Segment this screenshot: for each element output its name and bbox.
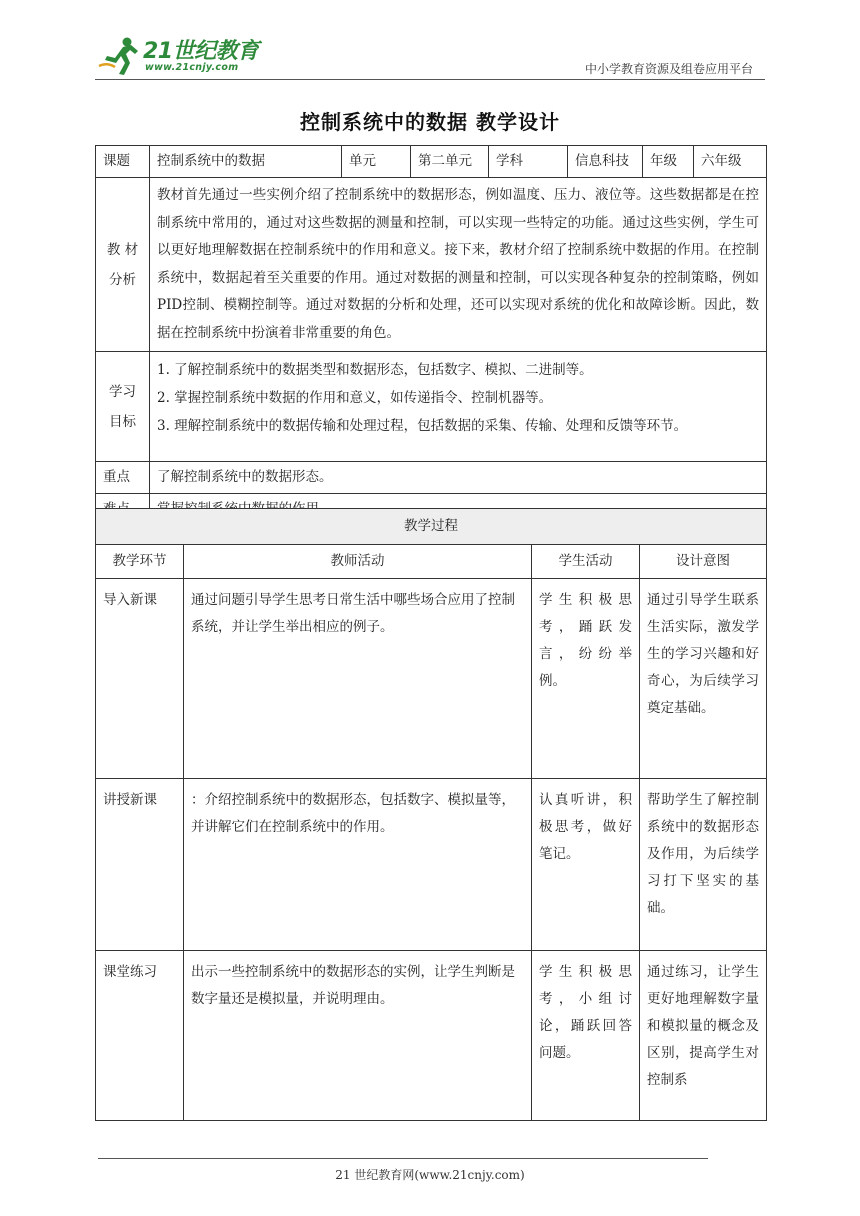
grade-value: 六年级 (694, 146, 767, 178)
teacher-activity-cell: 出示一些控制系统中的数据形态的实例，让学生判断是数字量还是模拟量，并说明理由。 (184, 951, 532, 1121)
footer-divider (98, 1158, 708, 1159)
stage-cell: 讲授新课 (96, 779, 184, 951)
subject-value: 信息科技 (568, 146, 643, 178)
column-header-intent: 设计意图 (640, 545, 767, 579)
analysis-label-line-2: 分析 (109, 271, 136, 288)
page-title: 控制系统中的数据 教学设计 (300, 110, 560, 134)
intent-cell: 通过引导学生联系生活实际，激发学生的学习兴趣和好奇心，为后续学习奠定基础。 (640, 579, 767, 779)
intent-cell: 帮助学生了解控制系统中的数据形态及作用，为后续学习打下坚实的基础。 (640, 779, 767, 951)
goals-label (96, 352, 150, 462)
goals-label-line-1: 学习 (109, 383, 136, 400)
goals-label-line-2: 目标 (109, 413, 136, 430)
goal-item: 1. 了解控制系统中的数据类型和数据形态，包括数字、模拟、二进制等。 (157, 362, 593, 378)
unit-label: 单元 (342, 146, 411, 178)
student-activity-cell: 认真听讲，积极思考，做好笔记。 (532, 779, 640, 951)
stage-cell: 课堂练习 (96, 951, 184, 1121)
logo-url: www.21cnjy.com (145, 62, 239, 73)
header-divider (95, 79, 765, 80)
header-tagline: 中小学教育资源及组卷应用平台 (584, 62, 753, 76)
topic-value: 控制系统中的数据 (150, 146, 342, 178)
table-row (96, 579, 767, 779)
analysis-text: 教材首先通过一些实例介绍了控制系统中的数据形态，例如温度、压力、液位等。这些数据都是在控制系统中常用的，通过对这些数据的测量和控制，可以实现一些特定的功能。通过这些实例，学生可以更好地理解数据在控制系统中的作用和意义。接下来，教材介绍了控制系统中数据的作用。在控制系统中，数据起着至关重要的作用。通过对数据的测量和控制，可以实现各种复杂的控制策略，例如PID控制、模糊控制等。通过对数据的分析和处理，还可以实现对系统的优化和故障诊断。因此，数据在控制系统中扮演着非常重要的角色。 (150, 178, 767, 352)
stage-cell: 导入新课 (96, 579, 184, 779)
analysis-label-line-1: 教 材 (106, 241, 139, 258)
column-header-student: 学生活动 (532, 545, 640, 579)
process-heading: 教学过程 (96, 509, 767, 545)
table-row (96, 951, 767, 1121)
key-value: 了解控制系统中的数据形态。 (150, 462, 767, 494)
goals-list (150, 352, 767, 462)
goal-item: 3. 理解控制系统中的数据传输和处理过程，包括数据的采集、传输、处理和反馈等环节。 (157, 418, 688, 434)
runner-logo-icon (97, 36, 141, 76)
teaching-process-table (95, 508, 767, 1121)
column-header-teacher: 教师活动 (184, 545, 532, 579)
topic-label: 课题 (96, 146, 150, 178)
logo-text: 21世纪教育 (143, 39, 259, 64)
teacher-activity-cell: ：介绍控制系统中的数据形态，包括数字、模拟量等，并讲解它们在控制系统中的作用。 (184, 779, 532, 951)
lesson-info-table (95, 145, 767, 526)
analysis-label (96, 178, 150, 352)
intent-cell: 通过练习，让学生更好地理解数字量和模拟量的概念及区别，提高学生对控制系 (640, 951, 767, 1121)
student-activity-cell: 学生积极思考，踊跃发言，纷纷举例。 (532, 579, 640, 779)
unit-value: 第二单元 (411, 146, 489, 178)
student-activity-cell: 学生积极思考，小组讨论，踊跃回答问题。 (532, 951, 640, 1121)
table-row (96, 779, 767, 951)
column-header-stage: 教学环节 (96, 545, 184, 579)
key-label: 重点 (96, 462, 150, 494)
goal-item: 2. 掌握控制系统中数据的作用和意义，如传递指令、控制机器等。 (157, 390, 553, 406)
subject-label: 学科 (489, 146, 568, 178)
page-header (95, 30, 765, 80)
logo (95, 30, 265, 78)
page-footer: 21 世纪教育网(www.21cnjy.com) (335, 1168, 525, 1182)
grade-label: 年级 (643, 146, 694, 178)
teacher-activity-cell: 通过问题引导学生思考日常生活中哪些场合应用了控制系统，并让学生举出相应的例子。 (184, 579, 532, 779)
